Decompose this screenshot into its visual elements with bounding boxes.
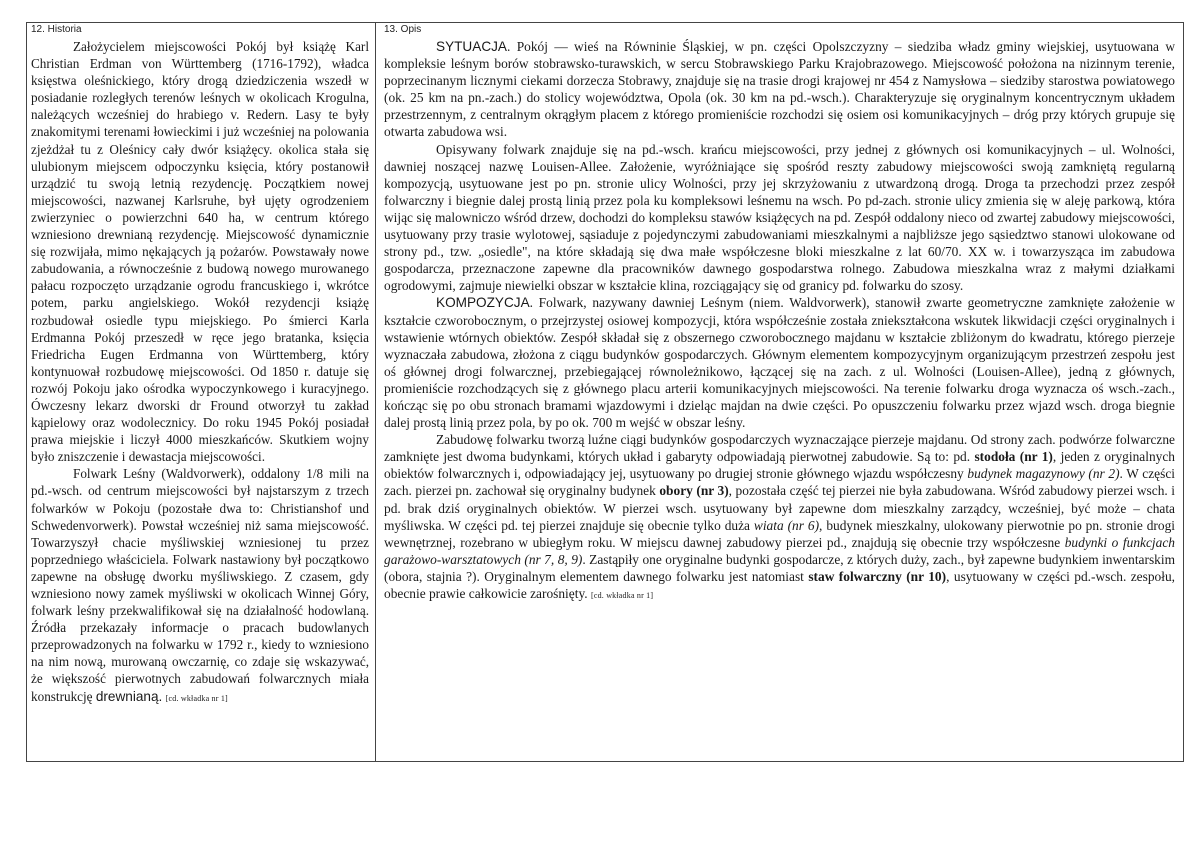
description-header: 13. Opis [384,24,422,35]
history-paragraph-1: Założycielem miejscowości Pokój był książę Karl Christian Erdman von Württemberg (1716-1792), władca księstwa oleśnickiego, który drogą dziedziczenia wszedł w posiadanie rozległych terenów leśnych w okolicach Krogulna, należących wcześniej do hrabiego v. Redern. Lasy te były znakomitymi terenami łowieckimi i już wcześniej na polowania zjeżdżał tu z Oleśnicy cały dwór książęcy. okolica stała się ulubionym miejscem odpoczynku księcia, który postanowił urządzić tu swoją letnią rezydencję. Początkiem nowej miejscowości, nazwanej Karlsruhe, był ujęty ogrodzeniem zwierzyniec o powierzchni 640 ha, w centrum którego wzniesiono drewnianą rezydencję. Miejscowość dynamicznie się rozwijała, mimo nękających ją pożarów. Powstawały nowe zabudowania, a równocześnie z budową nowego murowanego pałacu rozpoczęto urządzanie ogrodu francuskiego i, wkrótce potem, parku angielskiego. Wokół rezydencji książę rozbudował osiedle typu miejskiego. Po śmierci Karla Erdmanna Pokój przeszedł w ręce jego bratanka, księcia Friedricha Eugen Erdmanna von Württemberg, który kontynuował rozbudowę miejscowości. Od 1850 r. datuje się rozwój Pokoju jako ośrodka wypoczynkowego i kuracyjnego. Ówczesny lekarz dworski dr Fround otworzył tu zakład kąpielowy oraz wodolecznicy. Do roku 1945 Pokój posiadał prawa miejskie i liczył 4000 mieszkańców. Skutkiem wojny było zniszczenie i dewastacja miejscowości. [31,39,369,465]
composition-text: . Folwark, nazywany dawniej Leśnym (niem. Waldvorwerk), stanowił zwarte geometryczne zamknięte założenie w kształcie czworobocznym, o przejrzystej osiowej kompozycji, która współcześnie została zniekształcona wskutek likwidacji części oryginalnych i wstawienie wtórnych obiektów. Zespół składał się z obszernego czworobocznego majdanu w kształcie zbliżonym do kwadratu, którego pierzeje wyznaczała zabudowa, złożona z ciągu budynków gospodarczych. Głównym elementem kompozycyjnym organizującym przestrzeń zespołu jest oś głównej drogi folwarcznej, przebiegającej równoleżnikowo, łączącej się na zach. z ul. Wolności (Louisen-Allee), jedną z głównych, promieniście rozchodzących się z głównego placu arterii komunikacyjnych miejscowości. Na terenie folwarku droga wyznacza oś wsch.-zach., kończąc się po obu stronach bramami wjazdowymi i dzieląc majdan na dwie części. Po opuszczeniu folwarku przez wjazd wsch. droga biegnie dalej prostą linią przez pola, by po ok. 700 m wejść w obszar leśny. [384,295,1175,431]
buildings-paragraph [384,431,1175,604]
staw-label: staw folwarczny (nr 10) [808,568,947,584]
composition-paragraph [384,294,1175,431]
buildings-text-d: , pozostała część tej pierzei nie była zabudowana. Wśród zabudowy pierzei wsch. i pd. brak dziś oryginalnych obiektów. W pierzei wsch. usytuowany był zapewne dom mieszkalny zarządcy, wcześniej, być może – chata myśliwska. W części pd. tej pierzei znajduje się obecnie tylko duża [384,483,1175,533]
situation-paragraph [384,38,1175,141]
description-continuation-note: [cd. wkładka nr 1] [590,591,654,600]
buildings-text-b: , jeden z oryginalnych obiektów folwarcznych i, odpowiadający jej, usytuowany po drugiej stronie głównego wjazdu współczesny [384,449,1175,482]
composition-heading: KOMPOZYCJA [436,295,530,311]
history-header: 12. Historia [31,24,82,35]
wiata-label: wiata (nr 6) [753,517,820,533]
description-column [376,23,1183,761]
buildings-text-g: , usytuowany w części pd.-wsch. zespołu, obecnie prawie całkowicie zarośnięty. [384,568,1175,601]
buildings-text-e: , budynek mieszkalny, ulokowany pierwotnie po pn. stronie drogi wewnętrznej, rozebrano w ubiegłym roku. W miejscu dawnej zabudowy pierzei pd., znajdują się obecnie trzy współczesne [384,517,1175,550]
form-sheet [26,22,1184,762]
folwark-location-paragraph: Opisywany folwark znajduje się na pd.-wsch. krańcu miejscowości, przy jednej z głównych osi komunikacyjnych – ul. Wolności, dawniej noszącej nazwę Louisen-Allee. Założenie, wyróżniające się spośród reszty zabudowy miejscowości swoją zamkniętą regularną kompozycją, usytuowane jest po pn. stronie ulicy Wolności, przy jej skrzyżowaniu z utwardzoną drogą. Droga ta przechodzi przez zespół folwarczny i biegnie dalej prostą linią przez pola ku kompleksowi leśnemu na wsch. Po pd-zach. stronie ulicy zmienia się w aleję parkową, która wijąc się malowniczo wśród drzew, dochodzi do kompleksu stawów książęcych na pd. Zespół oddalony nieco od zwartej zabudowy miejscowości, usytuowany przy trasie wylotowej, sąsiaduje z pojedynczymi zabudowaniami mieszkalnymi a najbliższe jego sąsiedztwo stanowi ulokowane od strony pd., tzw. „osiedle", na które składają się dwa małe współczesne bloki mieszkalne z lat 60/70. XX w. i towarzysząca im zabudowa gospodarcza, przeznaczone zapewne dla pracowników dawnego gospodarstwa rolnego. Zabudowa mieszkalna wraz z małymi działkami ogrodowymi, zajmuje niewielki obszar w kształcie klina, rozciągający się od granicy pd. folwarku do szosy. [384,141,1175,294]
situation-heading: SYTUACJA [436,39,508,54]
buildings-text-a: Zabudowę folwarku tworzą luźne ciągi budynków gospodarczych wyznaczające pierzeje majdanu. Od strony zach. podwórze folwarczne zamknięte jest dwoma budynkami, których układ i gabaryty odpowiadają pierwotnej zabudowie. Są to: pd. [384,432,1175,465]
history-column [27,23,376,761]
magazyn-label: budynek magazynowy (nr 2) [967,466,1120,482]
history-paragraph-2-text: Folwark Leśny (Waldvorwerk), oddalony 1/8 mili na pd.-wsch. od centrum miejscowości był najstarszym z trzech folwarków w Pokoju (pozostałe dwa to: Christianshof und Schwedenvorwerk). Powstał wcześniej niż sama miejscowość. Towarzyszył chacie myśliwskiej wzniesionej tu przez poprzedniego właściciela. Folwark nastawiony był początkowo zapewne na obsługę dworku myśliwskiego. Z czasem, gdy wzniesiono nowy zamek myśliwski w okolicach Winnej Góry, folwark leśny przekwalifikował się na działalność hodowlaną. Źródła przekazały informacje o pracach budowlanych przeprowadzonych na folwarku w 1792 r., kiedy to wzniesiono na nim nową, murowaną owczarnię, co zdaje się wskazywać, że większość pierwotnych zabudowań folwarcznych miała konstrukcję [31,466,369,704]
situation-text: . Pokój — wieś na Równinie Śląskiej, w pn. części Opolszczyzny – siedziba władz gminy wiejskiej, usytuowana w kompleksie leśnym borów stobrawsko-turawskich, w sercu Stobrawskiego Parku Krajobrazowego. Miejscowość położona na nizinnym terenie, poprzecinanym licznymi ciekami dorzecza Stobrawy, znajduje się na trasie drogi krajowej nr 454 z Namysłowa – siedziby starostwa powiatowego (ok. 25 km na pn.-zach.) do stolicy województwa, Opola (ok. 30 km na pd.-wsch.). Charakteryzuje się oryginalnym koncentrycznym układem przestrzennym, z centralnym okrągłym placem z którego promieniście rozchodzi się osiem osi komunikacyjnych – dróg przy których grupuje się otwarta zabudowa wsi. [384,39,1175,140]
history-continuation-note: [cd. wkładka nr 1] [165,693,228,703]
stodola-label: stodoła (nr 1) [974,449,1053,465]
history-paragraph-2 [31,465,369,706]
buildings-text-f: . Zastąpiły one oryginalne budynki gospodarcze, z których duży, zach., był zapewne budynkiem inwentarskim (obora, stajnia ?). Oryginalnym elementem dawnego folwarku jest natomiast [384,551,1175,584]
garage-buildings-label: budynki o funkcjach garażowo-warsztatowych (nr 7, 8, 9) [384,534,1175,567]
obory-label: obory (nr 3) [659,483,729,499]
history-paragraph-2-end: drewnianą. [95,688,163,704]
buildings-text-c: . W części zach. pierzei pn. zachował się oryginalny budynek [384,466,1175,499]
